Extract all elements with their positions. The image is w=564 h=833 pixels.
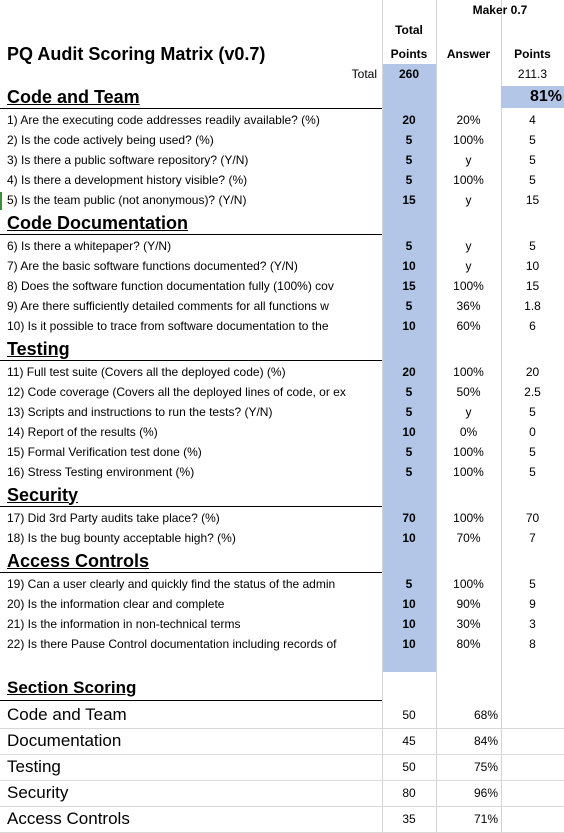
question-maker-points: 9 [529,597,536,611]
question-answer: y [465,259,472,273]
question-row [0,236,564,256]
question-answer: 70% [456,531,481,545]
section-header [0,550,564,572]
question-total-points: 10 [402,259,416,273]
question-text: 18) Is the bug bounty acceptable high? (%) [7,531,236,545]
section-underline [0,506,382,507]
question-maker-points: 3 [529,617,536,631]
question-text: 20) Is the information clear and complete [7,597,225,611]
header-row-2 [0,20,564,40]
question-answer: 80% [456,637,481,651]
question-maker-points: 5 [529,133,536,147]
question-maker-points: 2.5 [524,385,541,399]
question-total-points: 5 [405,153,413,167]
scoring-section-total: 50 [402,760,416,774]
question-answer: y [465,239,472,253]
question-row [0,442,564,462]
question-total-points: 5 [405,299,413,313]
question-maker-points: 5 [529,239,536,253]
question-total-points: 20 [402,113,416,127]
question-maker-points: 5 [529,153,536,167]
page-title: PQ Audit Scoring Matrix (v0.7) [7,44,266,64]
section-title: Security [7,484,79,505]
question-text: 8) Does the software function documentation fully (100%) cov [7,279,334,293]
total-header-line1: Total [395,23,423,37]
question-total-points: 5 [405,445,413,459]
question-row [0,170,564,190]
question-row [0,382,564,402]
section-header [0,338,564,360]
question-total-points: 15 [402,279,416,293]
scoring-row [0,780,564,806]
question-answer: y [465,405,472,419]
section-header [0,86,564,108]
question-maker-points: 5 [529,405,536,419]
scoring-row [0,754,564,780]
scoring-row [0,702,564,728]
question-total-points: 10 [402,637,416,651]
question-row [0,150,564,170]
question-maker-points: 70 [525,511,540,525]
total-row [0,64,564,84]
question-row [0,528,564,548]
question-total-points: 10 [402,531,416,545]
question-total-points: 15 [402,193,416,207]
section-header [0,212,564,234]
question-row [0,634,564,654]
question-answer: 100% [453,173,484,187]
scoring-section-percent: 71% [473,812,498,826]
question-text: 21) Is the information in non-technical terms [7,617,241,631]
question-maker-points: 10 [525,259,540,273]
question-text: 14) Report of the results (%) [7,425,158,439]
section-scoring-underline [0,700,382,701]
scoring-row [0,806,564,832]
header-row-1 [0,0,564,20]
question-total-points: 70 [402,511,416,525]
question-row [0,256,564,276]
question-maker-points: 5 [529,173,536,187]
question-total-points: 20 [402,365,416,379]
question-maker-points: 0 [529,425,536,439]
row-selection-marker [0,192,2,210]
question-answer: 100% [453,365,484,379]
question-answer: 100% [453,577,484,591]
total-value: 260 [398,67,420,81]
question-maker-points: 7 [529,531,536,545]
question-total-points: 5 [405,239,413,253]
maker-header: Maker 0.7 [472,3,528,17]
question-answer: 20% [456,113,481,127]
question-total-points: 5 [405,465,413,479]
question-total-points: 5 [405,577,413,591]
question-answer: y [465,193,472,207]
question-maker-points: 8 [529,637,536,651]
question-answer: 100% [453,133,484,147]
question-row [0,574,564,594]
points-header: Points [514,47,551,61]
question-answer: 100% [453,511,484,525]
question-text: 3) Is there a public software repository? (Y/N) [7,153,249,167]
question-text: 15) Formal Verification test done (%) [7,445,202,459]
question-text: 13) Scripts and instructions to run the tests? (Y/N) [7,405,273,419]
question-answer: 60% [456,319,481,333]
question-total-points: 5 [405,173,413,187]
question-row [0,462,564,482]
question-total-points: 10 [402,425,416,439]
scoring-section-name: Security [7,783,69,802]
question-row [0,422,564,442]
total-header-line2: Points [390,47,428,61]
scoring-section-total: 35 [402,812,416,826]
question-text: 5) Is the team public (not anonymous)? (Y/N) [7,193,247,207]
question-answer: 0% [459,425,478,439]
section-title: Access Controls [7,550,150,571]
question-maker-points: 1.8 [524,299,541,313]
question-maker-points: 5 [529,445,536,459]
scoring-section-total: 50 [402,708,416,722]
section-underline [0,234,382,235]
question-maker-points: 20 [525,365,540,379]
scoring-section-total: 80 [402,786,416,800]
question-text: 22) Is there Pause Control documentation including records of [7,637,337,651]
question-row [0,296,564,316]
question-total-points: 5 [405,405,413,419]
section-scoring-header [0,676,564,700]
question-row [0,594,564,614]
scoring-section-percent: 75% [473,760,498,774]
question-row [0,614,564,634]
question-total-points: 5 [405,385,413,399]
scoring-section-percent: 84% [473,734,498,748]
question-maker-points: 5 [529,577,536,591]
question-text: 11) Full test suite (Covers all the deployed code) (%) [7,365,286,379]
question-text: 2) Is the code actively being used? (%) [7,133,214,147]
question-maker-points: 5 [529,465,536,479]
question-text: 12) Code coverage (Covers all the deployed lines of code, or ex [7,385,346,399]
question-row [0,508,564,528]
section-title: Testing [7,338,70,359]
maker-total: 211.3 [517,67,548,81]
question-text: 9) Are there sufficiently detailed comments for all functions w [7,299,329,313]
question-maker-points: 4 [529,113,536,127]
question-total-points: 10 [402,319,416,333]
question-total-points: 10 [402,617,416,631]
question-row [0,276,564,296]
scoring-section-total: 45 [402,734,416,748]
question-text: 7) Are the basic software functions documented? (Y/N) [7,259,298,273]
question-text: 6) Is there a whitepaper? (Y/N) [7,239,172,253]
section-underline [0,360,382,361]
question-row [0,402,564,422]
question-row [0,362,564,382]
section-percent: 81% [501,86,564,108]
section-header [0,484,564,506]
scoring-section-name: Access Controls [7,809,130,828]
question-answer: 100% [453,445,484,459]
question-answer: 30% [456,617,481,631]
question-text: 10) Is it possible to trace from software documentation to the [7,319,329,333]
header-row-3 [0,44,564,64]
scoring-section-percent: 96% [473,786,498,800]
section-underline [0,572,382,573]
question-maker-points: 15 [525,193,540,207]
total-label: Total [351,67,377,81]
question-answer: 100% [453,465,484,479]
scoring-section-name: Testing [7,757,61,776]
question-answer: y [465,153,472,167]
question-row [0,190,564,210]
question-answer: 100% [453,279,484,293]
question-row [0,110,564,130]
question-maker-points: 15 [525,279,540,293]
question-row [0,316,564,336]
scoring-section-percent: 68% [473,708,498,722]
question-text: 1) Are the executing code addresses readily available? (%) [7,113,320,127]
question-total-points: 10 [402,597,416,611]
question-text: 19) Can a user clearly and quickly find the status of the admin [7,577,336,591]
section-underline [0,108,382,109]
question-text: 4) Is there a development history visible? (%) [7,173,248,187]
question-row [0,130,564,150]
question-maker-points: 6 [529,319,536,333]
scoring-row [0,728,564,754]
section-scoring-title: Section Scoring [7,678,137,697]
answer-header: Answer [446,47,491,61]
question-answer: 36% [456,299,481,313]
question-answer: 50% [456,385,481,399]
question-text: 16) Stress Testing environment (%) [7,465,195,479]
section-title: Code and Team [7,86,140,107]
section-title: Code Documentation [7,212,189,233]
question-total-points: 5 [405,133,413,147]
question-text: 17) Did 3rd Party audits take place? (%) [7,511,220,525]
scoring-section-name: Documentation [7,731,122,750]
scoring-section-name: Code and Team [7,705,127,724]
question-answer: 90% [456,597,481,611]
